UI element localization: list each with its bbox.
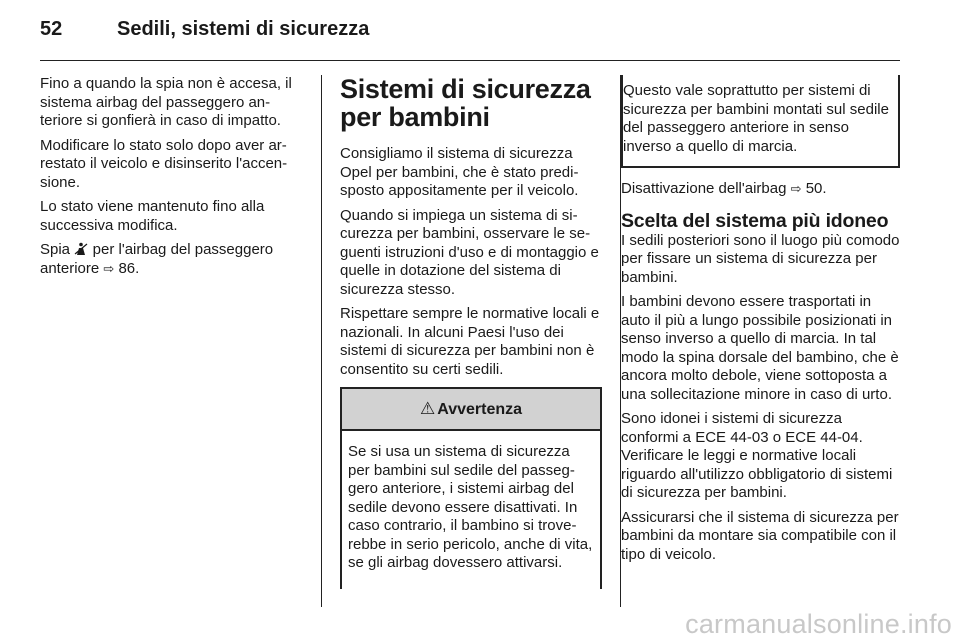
warning-body [342,431,600,589]
paragraph [40,241,302,279]
column-1 [40,75,302,285]
page-number: 52 [40,18,63,40]
paragraph: Assicurarsi che il sistema di sicurezza per bambini da montare sia compatibile con il tipo di veicolo. [621,508,899,563]
paragraph: I bambini devono essere trasportati in auto il più a lungo possibile posizionati in senso inverso a quello di marcia. In tal modo la spina dorsale del bambino, che è ancora molto debole, viene sottoposta a una sollecitazione minore in caso di urto. [621,293,899,403]
page-reference-icon[interactable]: ⇨ [790,182,802,197]
paragraph: I sedili posteriori sono il luogo più comodo per fissare un sistema di sicurezza per bambini. [621,231,900,286]
warning-text: Questo vale soprattutto per sistemi di sicurezza per bambini montati sul sedile del passeggero anteriore in senso inverso a quello di marcia. [623,82,889,155]
warning-text: Se si usa un sistema di sicurezza per bambini sul sedile del passeggero anteriore, i sistemi airbag del sedile devono essere disattivati. In caso contrario, il bambino si troverebbe in serio pericolo, anche di vita, se gli airbag dovessero attivarsi. [348,443,593,571]
airbag-off-icon [74,242,92,258]
page-reference[interactable]: 50. [805,180,827,197]
column-2 [340,75,602,589]
paragraph: Lo stato viene mantenuto fino alla successiva modifica. [40,198,265,234]
watermark: carmanualsonline.info [685,609,952,639]
paragraph: Consigliamo il sistema di sicurezza Opel per bambini, che è stato predisposto appositamente per il veicolo. [340,145,579,199]
warning-title: Avvertenza [437,401,523,418]
warning-box-continued [621,75,900,168]
paragraph: Rispettare sempre le normative locali e nazionali. In alcuni Paesi l'uso dei sistemi di sicurezza per bambini non è consentito su certi sedili. [340,305,600,378]
page-reference-icon[interactable]: ⇨ [103,261,115,277]
subsection-heading: Scelta del sistema più idoneo [621,209,889,232]
page-header [40,18,900,46]
header-rule [40,60,900,61]
text-span: per l'airbag del passeggero anteriore [40,241,274,277]
warning-header [342,389,600,431]
running-title: Sedili, sistemi di sicurezza [117,18,370,40]
page-reference[interactable]: 86. [118,259,140,277]
paragraph [621,180,900,200]
paragraph: Fino a quando la spia non è accesa, il sistema airbag del passeggero anteriore si gonfierà in caso di impatto. [40,75,292,129]
text-span: Disattivazione dell'airbag [621,180,787,197]
column-divider-1 [321,75,322,607]
paragraph: Quando si impiega un sistema di sicurezza per bambini, osservare le seguenti istruzioni d'uso e di montaggio e quelle in dotazione del sistema di sicurezza stesso. [340,206,599,298]
text-span: Spia [40,241,71,258]
paragraph: Modificare lo stato solo dopo aver arrestato il veicolo e disinserito l'accensione. [40,136,288,191]
warning-icon: ⚠ [419,399,436,418]
paragraph: Sono idonei i sistemi di sicurezza conformi a ECE 44-03 o ECE 44-04. Verificare le leggi e normative locali riguardo all'utilizzo obbligatorio di sistemi di sicurezza per bambini. [621,410,893,501]
column-3 [621,75,900,570]
section-heading: Sistemi di sicurezza per bambini [340,74,591,132]
warning-box [340,387,602,589]
